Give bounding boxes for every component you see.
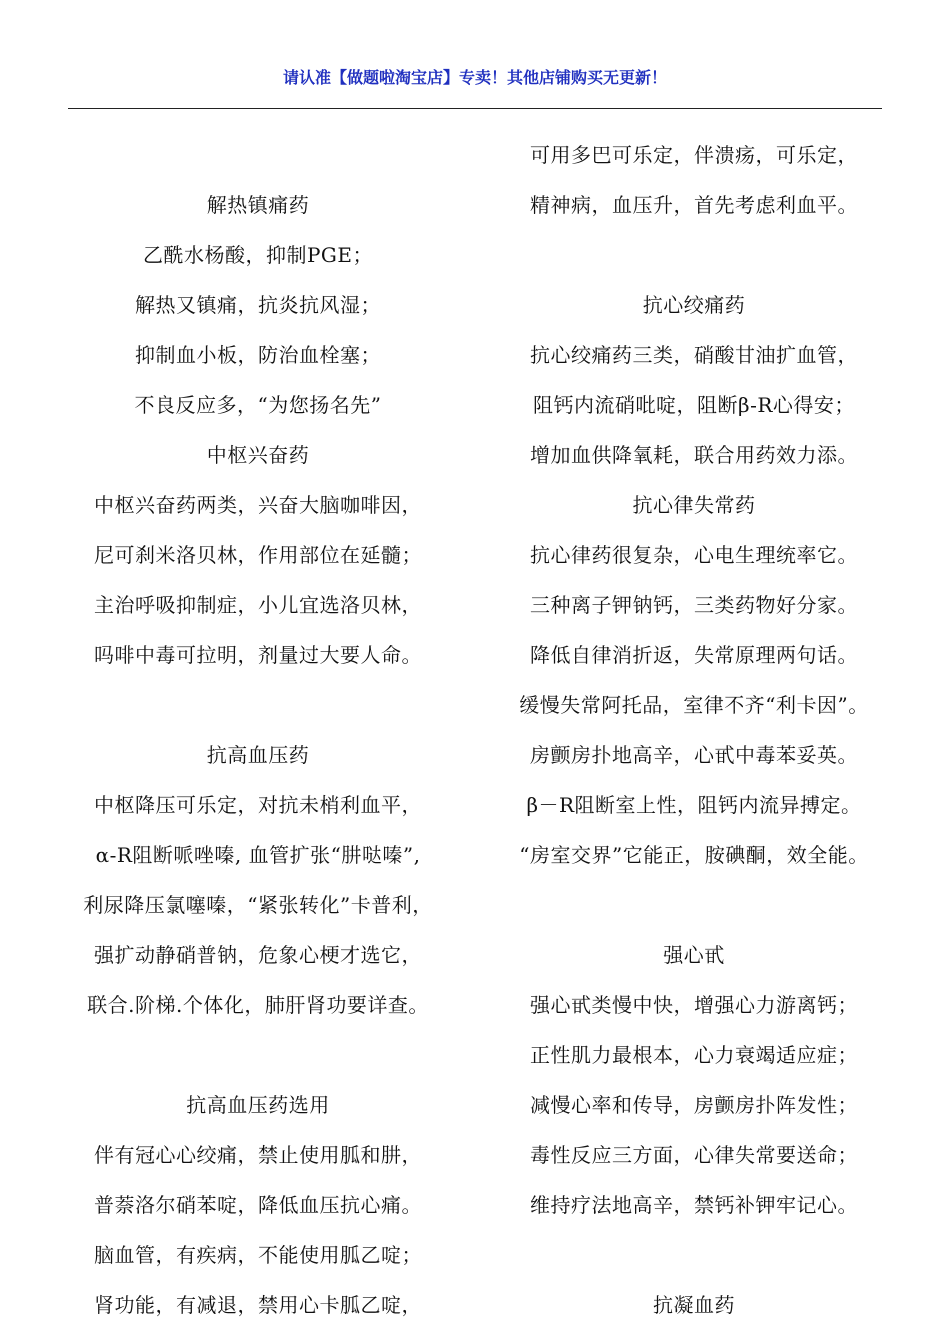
text-line: 增加血供降氧耗，联合用药效力添。 <box>530 443 858 467</box>
text-line: 主治呼吸抑制症，小儿宜选洛贝林， <box>94 593 422 617</box>
text-line <box>58 1030 458 1080</box>
text-line: 不良反应多，“为您扬名先” <box>134 393 382 417</box>
left-column <box>58 130 458 1330</box>
section-title-cns-stimulant: 中枢兴奋药 <box>206 443 310 467</box>
text-line: 联合.阶梯.个体化，肺肝肾功要详查。 <box>87 993 429 1017</box>
text-line: 房颤房扑地高辛，心甙中毒苯妥英。 <box>530 743 858 767</box>
text-line: 抗心绞痛药三类，硝酸甘油扩血管， <box>530 343 858 367</box>
text-line: 三种离子钾钠钙，三类药物好分家。 <box>530 593 858 617</box>
text-line: 普萘洛尔硝苯啶，降低血压抗心痛。 <box>94 1193 422 1217</box>
text-line: 毒性反应三方面，心律失常要送命； <box>530 1143 858 1167</box>
section-title-antianginal: 抗心绞痛药 <box>642 293 746 317</box>
text-line: 脑血管，有疾病，不能使用胍乙啶； <box>94 1243 422 1267</box>
text-line: 强扩动静硝普钠，危象心梗才选它， <box>94 943 422 967</box>
text-line: 维持疗法地高辛，禁钙补钾牢记心。 <box>530 1193 858 1217</box>
text-line: 抗心律药很复杂，心电生理统率它。 <box>530 543 858 567</box>
text-line: 降低自律消折返，失常原理两句话。 <box>530 643 858 667</box>
text-line: 抑制血小板，防治血栓塞； <box>135 343 381 367</box>
right-column <box>494 130 894 1330</box>
section-title-antipyretic: 解热镇痛药 <box>206 193 310 217</box>
header-divider <box>68 108 882 109</box>
text-line: 减慢心率和传导，房颤房扑阵发性； <box>530 1093 858 1117</box>
text-line <box>494 230 894 280</box>
text-line: 乙酰水杨酸，抑制PGE； <box>142 243 374 267</box>
text-line: α-R阻断哌唑嗪, 血管扩张“肼哒嗪”, <box>95 843 421 867</box>
text-line: β－R阻断室上性，阻钙内流异搏定。 <box>526 793 862 817</box>
text-line: 肾功能，有减退，禁用心卡胍乙啶， <box>94 1293 422 1317</box>
text-line: 尼可刹米洛贝林，作用部位在延髓； <box>94 543 422 567</box>
section-title-antihypertensive-selection: 抗高血压药选用 <box>186 1093 330 1117</box>
text-line: 精神病，血压升，首先考虑利血平。 <box>530 193 858 217</box>
text-line: 正性肌力最根本，心力衰竭适应症； <box>530 1043 858 1067</box>
section-title-antiarrhythmic: 抗心律失常药 <box>632 493 756 517</box>
text-line: 中枢降压可乐定，对抗未梢利血平， <box>94 793 422 817</box>
text-line: 吗啡中毒可拉明，剂量过大要人命。 <box>94 643 422 667</box>
section-title-anticoagulant: 抗凝血药 <box>653 1293 735 1317</box>
text-line: 中枢兴奋药两类，兴奋大脑咖啡因， <box>94 493 422 517</box>
text-line: 阻钙内流硝吡啶，阻断β-R心得安； <box>533 393 855 417</box>
section-title-cardiac-glycoside: 强心甙 <box>663 943 725 967</box>
text-line: 缓慢失常阿托品，室律不齐“利卡因”。 <box>519 693 869 717</box>
text-line: 利尿降压氯噻嗪，“紧张转化”卡普利， <box>83 893 433 917</box>
text-line <box>494 1230 894 1280</box>
section-title-antihypertensive: 抗高血压药 <box>206 743 310 767</box>
text-line: “房室交界”它能正，胺碘酮，效全能。 <box>519 843 869 867</box>
header-notice: 请认准【做题啦淘宝店】专卖！其他店铺购买无更新！ <box>282 68 667 87</box>
text-line <box>494 880 894 930</box>
text-line: 强心甙类慢中快，增强心力游离钙； <box>530 993 858 1017</box>
text-line <box>58 130 458 180</box>
text-line <box>58 680 458 730</box>
text-line: 伴有冠心心绞痛，禁止使用胍和肼， <box>94 1143 422 1167</box>
text-line: 可用多巴可乐定，伴溃疡，可乐定， <box>530 143 858 167</box>
text-line: 解热又镇痛，抗炎抗风湿； <box>135 293 381 317</box>
